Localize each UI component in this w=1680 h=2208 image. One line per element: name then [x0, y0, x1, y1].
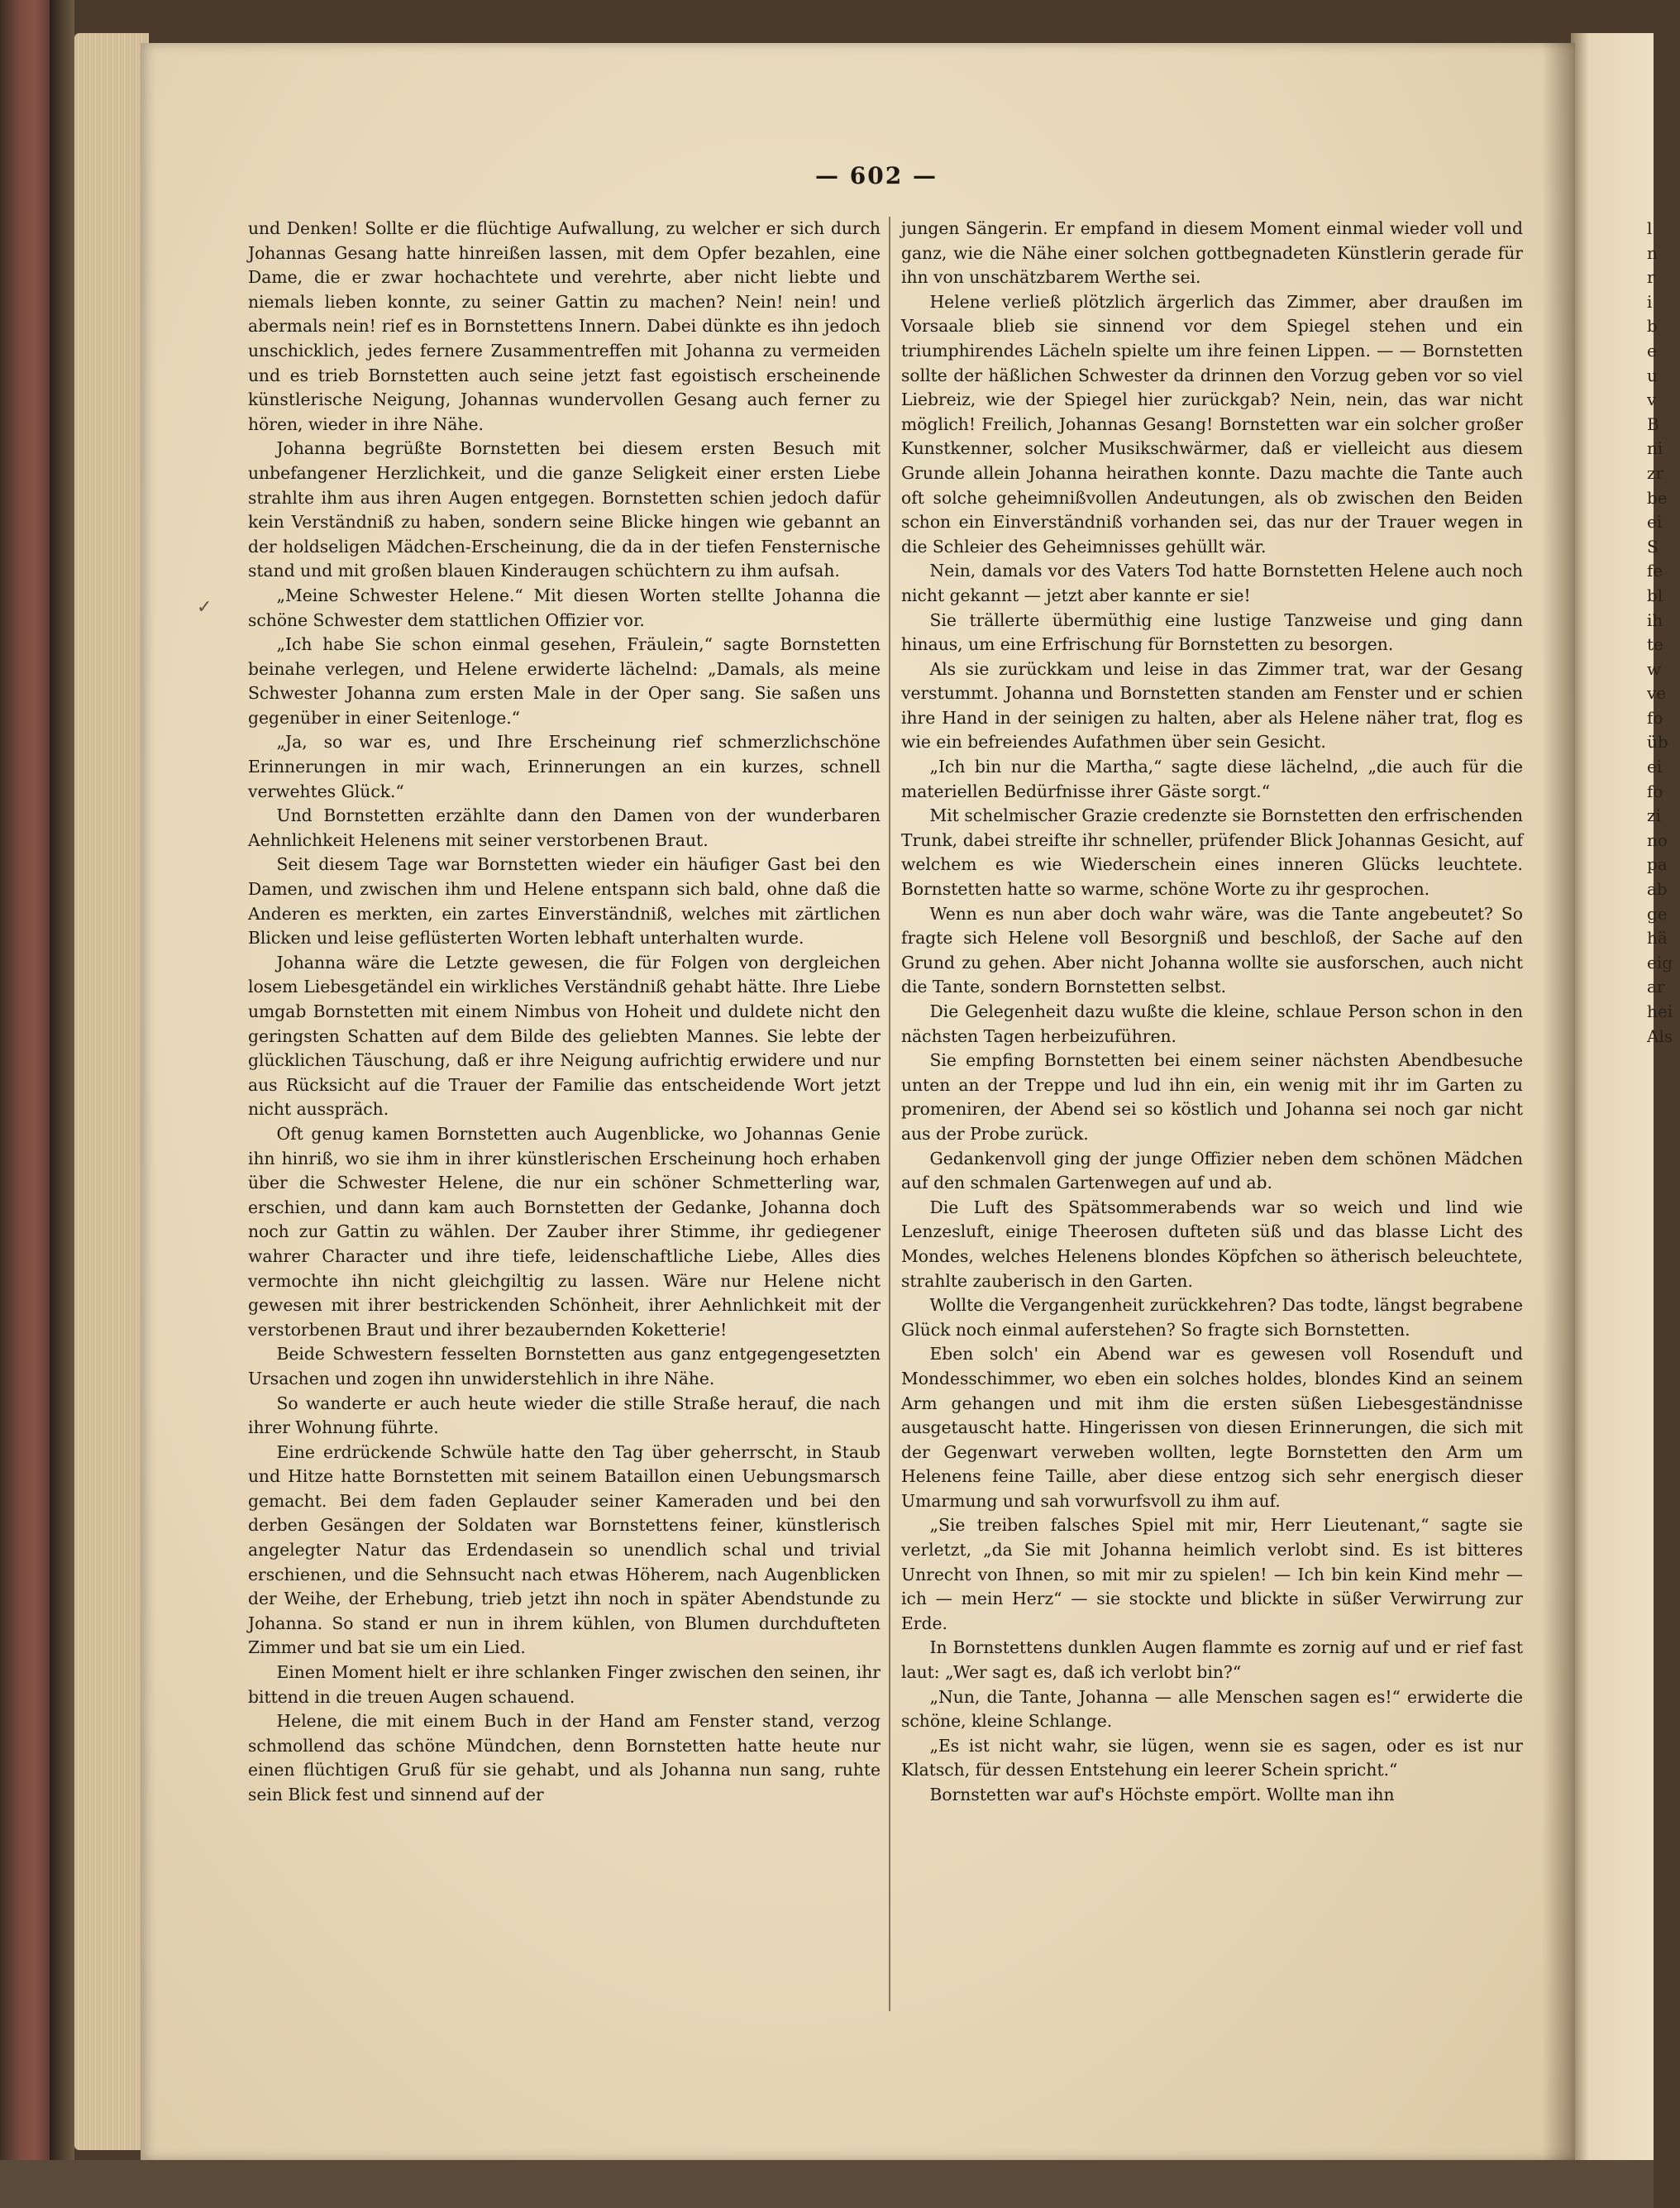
paragraph: Wollte die Vergangenheit zurückkehren? Das todte, längst begrabene Glück noch einmal auferstehen? So fragte sich Bornstetten. [901, 1295, 1523, 1340]
paragraph: Eine erdrückende Schwüle hatte den Tag über geherrscht, in Staub und Hitze hatte Bornstetten mit seinem Bataillon einen Uebungsmarsch gemacht. Bei dem faden Geplauder seiner Kameraden und bei den derben Gesängen der Soldaten war Bornstettens feiner, künstlerisch angelegter Natur das Erdendasein so unendlich schal und trivial erschienen, und die Sehnsucht nach etwas Höherem, nach Augenblicken der Weihe, der Erhebung, trieb jetzt ihn noch in später Abendstunde zu Johanna. So stand er nun in ihrem kühlen, von Blumen durchdufteten Zimmer und bat sie um ein Lied. [248, 1441, 881, 1658]
facing-page-fragment: l [1647, 218, 1653, 238]
facing-page-fragment: te [1647, 634, 1663, 655]
ink-mark-icon: ✓ [197, 597, 212, 618]
facing-page-fragment: hä [1647, 928, 1668, 949]
facing-page-fragment: hei [1647, 1001, 1673, 1021]
paragraph: Beide Schwestern fesselten Bornstetten aus ganz entgegengesetzten Ursachen und zogen ihn unwiderstehlich in ihre Nähe. [248, 1344, 881, 1388]
facing-page-fragment: be [1647, 487, 1668, 508]
paragraph: Seit diesem Tage war Bornstetten wieder ein häufiger Gast bei den Damen, und zwischen ihm und Helene entspann sich bald, ohne daß die Anderen es merkten, ein zartes Einverständniß, welches mit zärtlichen Blicken und leise geflüsterten Worten lebhaft unterhalten wurde. [248, 854, 881, 949]
facing-page-text-fragments [1647, 217, 1680, 1049]
facing-page-fragment: zi [1647, 805, 1661, 826]
paragraph: Bornstetten war auf's Höchste empört. Wollte man ihn [929, 1785, 1395, 1804]
paragraph: „Ja, so war es, und Ihre Erscheinung rief schmerzlichschöne Erinnerungen in mir wach, Erinnerungen an ein kurzes, schnell verwehtes Glück.“ [248, 732, 881, 801]
facing-page-fragment: v [1647, 390, 1657, 410]
paragraph: Nein, damals vor des Vaters Tod hatte Bornstetten Helene auch noch nicht gekannt — jetzt aber kannte er sie! [901, 561, 1523, 605]
facing-page [1571, 33, 1654, 2183]
paragraph: Und Bornstetten erzählte dann den Damen von der wunderbaren Aehnlichkeit Helenens mit seiner verstorbenen Braut. [248, 805, 881, 850]
facing-page-fragment: ei [1647, 757, 1663, 777]
binding-shadow [50, 0, 74, 2208]
paragraph: Helene verließ plötzlich ärgerlich das Zimmer, aber draußen im Vorsaale blieb sie sinnend vor dem Spiegel stehen und ein triumphirendes Lächeln spielte um ihre feinen Lippen. — — Bornstetten sollte der häßlichen Schwester da drinnen den Vorzug geben vor so viel Liebreiz, wie der Spiegel hier zurückgab? Nein, nein, das war nicht möglich! Freilich, Johannas Gesang! Bornstetten war ein solcher großer Kunstkenner, solcher Musikschwärmer, daß er vielleicht aus diesem Grunde allein Johanna heirathen konnte. Dazu machte die Tante auch oft solche geheimnißvollen Andeutungen, als ob zwischen den Beiden schon ein Einverständniß vorhanden sei, das nur der Trauer wegen in die Schleier des Geheimnisses gehüllt wär. [901, 291, 1523, 557]
facing-page-fragment: Als [1647, 1025, 1673, 1046]
facing-page-fragment: zr [1647, 462, 1664, 483]
book-binding [0, 0, 50, 2208]
facing-page-fragment: n [1647, 242, 1658, 263]
paragraph: Mit schelmischer Grazie credenzte sie Bornstetten den erfrischenden Trunk, dabei streifte ihr schneller, prüfender Blick Johannas Gesicht, auf welchem es wie Wiederschein eines inneren Glücks leuchtete. Bornstetten hatte so warme, schöne Worte zu ihr gesprochen. [901, 805, 1523, 900]
paragraph: „Sie treiben falsches Spiel mit mir, Herr Lieutenant,“ sagte sie verletzt, „da Sie mit Johanna heimlich verlobt sind. Es ist bitteres Unrecht von Ihnen, so mit mir zu spielen! — Ich bin kein Kind mehr — ich — mein Herz“ — sie stockte und blickte in süßer Verwirrung zur Erde. [901, 1515, 1523, 1633]
paragraph: Johanna wäre die Letzte gewesen, die für Folgen von dergleichen losem Liebesgetändel ein wirkliches Verständniß gehabt hätte. Ihre Liebe umgab Bornstetten mit einem Nimbus von Hoheit und duldete nicht den geringsten Schatten auf dem Bilde des geliebten Mannes. Sie lebte der glücklichen Täuschung, daß er ihre Neigung aufrichtig erwidere und nur aus Rücksicht auf die Trauer der Familie das entscheidende Wort jetzt nicht ausspräch. [248, 952, 881, 1120]
paragraph: „Ich habe Sie schon einmal gesehen, Fräulein,“ sagte Bornstetten beinahe verlegen, und Helene erwiderte lächelnd: „Damals, als meine Schwester Johanna zum ersten Male in der Oper sang. Sie saßen uns gegenüber in einer Seitenloge.“ [248, 634, 881, 728]
paragraph: Eben solch' ein Abend war es gewesen voll Rosenduft und Mondesschimmer, wo eben ein solches holdes, blondes Kind an seinem Arm gehangen und mit ihm die ersten süßen Liebesgeständnisse ausgetauscht hatte. Hingerissen von diesen Erinnerungen, die sich mit der Gegenwart verweben wollten, legte Bornstetten den Arm um Helenens feine Taille, aber diese entzog sich sehr energisch dieser Umarmung und sah vorwurfsvoll zu ihm auf. [901, 1344, 1523, 1511]
table-surface [0, 2160, 1654, 2208]
paragraph: und Denken! Sollte er die flüchtige Aufwallung, zu welcher er sich durch Johannas Gesang hatte hinreißen lassen, mit dem Opfer bezahlen, eine Dame, die er zwar hochachtete und verehrte, aber nicht liebte und niemals lieben konnte, zu seiner Gattin zu machen? Nein! nein! und abermals nein! rief es in Bornstettens Innern. Dabei dünkte es ihn jedoch unschicklich, jedes fernere Zusammentreffen mit Johanna zu vermeiden und es trieb Bornstetten auch seine jetzt fast egoistisch erscheinende künstlerische Neigung, Johannas wundervollen Gesang auch ferner zu hören, wieder in ihre Nähe. [248, 218, 881, 434]
paragraph: Helene, die mit einem Buch in der Hand am Fenster stand, verzog schmollend das schöne Mündchen, denn Bornstetten hatte heute nur einen flüchtigen Gruß für sie gehabt, und als Johanna nun sang, ruhte sein Blick fest und sinnend auf der [248, 1711, 881, 1804]
paragraph: „Meine Schwester Helene.“ Mit diesen Worten stellte Johanna die schöne Schwester dem stattlichen Offizier vor. [248, 585, 881, 630]
paragraph: Oft genug kamen Bornstetten auch Augenblicke, wo Johannas Genie ihn hinriß, wo sie ihm in ihrer künstlerischen Erscheinung hoch erhaben über die Schwester Helene, die nur ein schöner Schmetterling war, erschien, und dann kam auch Bornstetten der Gedanke, Johanna doch noch zur Gattin zu wählen. Der Zauber ihrer Stimme, ihr gediegener wahrer Character und ihre tiefe, leidenschaftliche Liebe, Alles dies vermochte ihn nicht gleichgiltig zu lassen. Wäre nur Helene nicht gewesen mit ihrer bestrickenden Schönheit, ihrer Aehnlichkeit mit der verstorbenen Braut und ihrer bezaubernden Koketterie! [248, 1123, 881, 1340]
paragraph: Wenn es nun aber doch wahr wäre, was die Tante angebeutet? So fragte sich Helene voll Besorgniß und beschloß, der Sache auf den Grund zu gehen. Aber nicht Johanna wollte sie ausforschen, auch nicht die Tante, sondern Bornstetten selbst. [901, 903, 1523, 997]
facing-page-fragment: fo [1647, 707, 1663, 728]
paragraph: Als sie zurückkam und leise in das Zimmer trat, war der Gesang verstummt. Johanna und Bornstetten standen am Fenster und er schien ihre Hand in der seinigen zu halten, aber als Helene näher trat, flog es wie ein befreiendes Aufathmen über sein Gesicht. [901, 658, 1523, 753]
paragraph: Einen Moment hielt er ihre schlanken Finger zwischen den seinen, ihr bittend in die treuen Augen schauend. [248, 1662, 881, 1707]
facing-page-fragment: ge [1647, 903, 1668, 924]
facing-page-fragment: e [1647, 340, 1657, 361]
facing-page-fragment: r [1647, 267, 1655, 288]
facing-page-fragment: ab [1647, 879, 1668, 900]
column-divider [889, 217, 890, 2011]
text-column-right [901, 217, 1523, 1808]
facing-page-fragment: bl [1647, 585, 1663, 605]
paragraph: „Ich bin nur die Martha,“ sagte diese lächelnd, „die auch für die materiellen Bedürfnisse ihrer Gäste sorgt.“ [901, 757, 1523, 801]
paragraph: „Es ist nicht wahr, sie lügen, wenn sie es sagen, oder es ist nur Klatsch, für dessen Entstehung ein leerer Schein spricht.“ [901, 1735, 1523, 1780]
facing-page-fragment: fe [1647, 561, 1663, 581]
paragraph: Die Luft des Spätsommerabends war so weich und lind wie Lenzesluft, einige Theerosen dufteten süß und das blasse Licht des Mondes, welches Helenens blondes Köpfchen so ätherisch beleuchtete, strahlte zauberisch in den Garten. [901, 1197, 1523, 1291]
paragraph: „Nun, die Tante, Johanna — alle Menschen sagen es!“ erwiderte die schöne, kleine Schlange. [901, 1686, 1523, 1732]
facing-page-fragment: b [1647, 316, 1658, 337]
paragraph: Gedankenvoll ging der junge Offizier neben dem schönen Mädchen auf den schmalen Gartenwegen auf und ab. [901, 1148, 1523, 1193]
page-edges [74, 33, 149, 2150]
facing-page-fragment: ni [1647, 438, 1663, 459]
facing-page-fragment: üb [1647, 732, 1668, 753]
gutter-shadow [1542, 43, 1575, 2160]
facing-page-fragment: ih [1647, 609, 1663, 630]
facing-page-fragment: eig [1647, 952, 1673, 973]
paragraph: Sie empfing Bornstetten bei einem seiner nächsten Abendbesuche unten an der Treppe und lud ihn ein, ein wenig mit ihr im Garten zu promeniren, der Abend sei so köstlich und Johanna sei noch gar nicht aus der Probe zurück. [901, 1050, 1523, 1144]
facing-page-fragment: pa [1647, 854, 1668, 875]
paragraph: In Bornstettens dunklen Augen flammte es zornig auf und er rief fast laut: „Wer sagt es, daß ich verlobt bin?“ [901, 1637, 1523, 1683]
paragraph: Johanna begrüßte Bornstetten bei diesem ersten Besuch mit unbefangener Herzlichkeit, und die ganze Seligkeit einer ersten Liebe strahlte ihm aus ihren Augen entgegen. Bornstetten schien jedoch dafür kein Verständniß zu haben, sondern seine Blicke hingen wie gebannt an der holdseligen Mädchen-Erscheinung, die da in der tiefen Fensternische stand und mit großen blauen Kinderaugen schüchtern zu ihm aufsah. [248, 438, 881, 581]
paragraph: Die Gelegenheit dazu wußte die kleine, schlaue Person schon in den nächsten Tagen herbeizuführen. [901, 1001, 1523, 1046]
facing-page-fragment: B [1647, 413, 1659, 434]
text-column-left [248, 217, 881, 1808]
paragraph: So wanderte er auch heute wieder die stille Straße herauf, die nach ihrer Wohnung führte. [248, 1393, 881, 1438]
facing-page-fragment: fo [1647, 781, 1663, 801]
facing-page-fragment: no [1647, 829, 1668, 850]
facing-page-fragment: ar [1647, 977, 1665, 997]
facing-page-fragment: i [1647, 291, 1653, 312]
paragraph: Sie trällerte übermüthig eine lustige Tanzweise und ging dann hinaus, um eine Erfrischung für Bornstetten zu besorgen. [901, 609, 1523, 655]
facing-page-fragment: ve [1647, 683, 1667, 704]
paragraph: jungen Sängerin. Er empfand in diesem Moment einmal wieder voll und ganz, wie die Nähe einer solchen gottbegnadeten Künstlerin gerade für ihn von unschätzbarem Werthe sei. [901, 218, 1523, 288]
page-number: — 602 — [815, 162, 938, 189]
facing-page-fragment: ei [1647, 512, 1663, 533]
facing-page-fragment: w [1647, 658, 1662, 679]
facing-page-fragment: S [1647, 536, 1659, 557]
facing-page-fragment: u [1647, 365, 1658, 385]
